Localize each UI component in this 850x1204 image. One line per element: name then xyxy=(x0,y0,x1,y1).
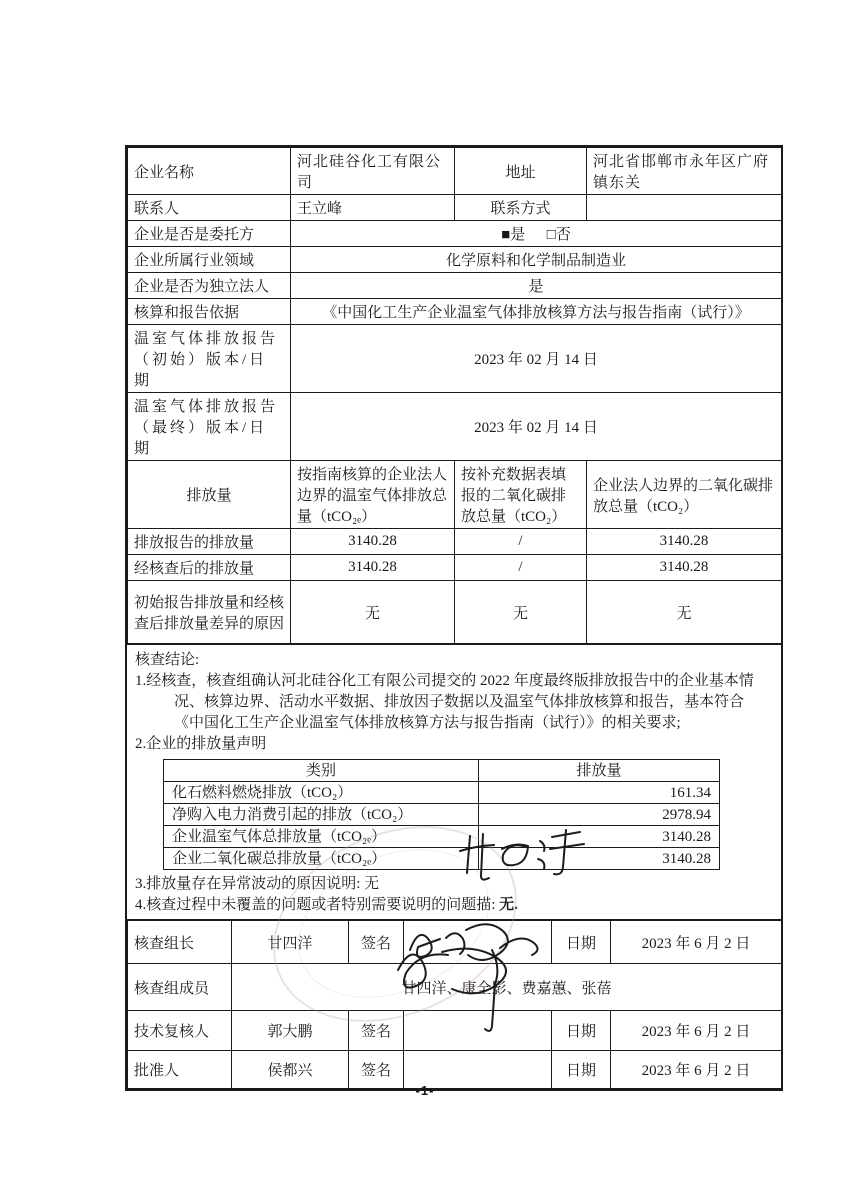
table-row xyxy=(128,325,782,393)
table-row xyxy=(128,299,782,325)
emissions-col-boundary: 企业法人边界的二氧化碳排放总量（tCO₂） xyxy=(587,461,782,529)
conclusion-item-4-answer: 无. xyxy=(499,897,518,913)
conclusion-item-1: 1.经核查，核查组确认河北硅谷化工有限公司提交的 2022 年度最终版排放报告中的企业基本情况、核算边界、活动水平数据、排放因子数据以及温室气体排放核算和报告，基本符合《中国化工生产企业温室气体排放核算方法与报告指南（试行）》的相关要求; xyxy=(135,673,754,731)
declaration-header-row xyxy=(164,760,720,782)
technical-reviewer-signature-cell xyxy=(404,1011,552,1051)
difference-reason-v2: 无 xyxy=(455,581,587,644)
total-co2-value: 3140.28 xyxy=(479,848,720,870)
total-co2-label: 企业二氧化碳总排放量（tCO₂ₑ） xyxy=(164,848,479,870)
verification-report-table xyxy=(125,145,783,1091)
verified-emissions-v1: 3140.28 xyxy=(291,555,455,581)
team-leader-name: 甘四洋 xyxy=(232,921,349,964)
industry-value: 化学原料和化学制品制造业 xyxy=(291,247,782,273)
technical-reviewer-sign-label: 签名 xyxy=(349,1011,404,1051)
difference-reason-v3: 无 xyxy=(587,581,782,644)
table-row xyxy=(128,555,782,581)
technical-reviewer-row xyxy=(128,1011,782,1051)
page-number: -1- xyxy=(415,1083,435,1098)
independent-entity-label: 企业是否为独立法人 xyxy=(128,273,291,299)
team-members-role: 核查组成员 xyxy=(128,964,232,1011)
conclusion-item-3: 3.排放量存在异常波动的原因说明: 无 xyxy=(135,876,380,892)
team-leader-sign-label: 签名 xyxy=(349,921,404,964)
checkbox-yes-filled-icon: ■ xyxy=(501,227,511,243)
address-value: 河北省邯郸市永年区广府镇东关 xyxy=(587,148,782,195)
initial-report-value: 2023 年 02 月 14 日 xyxy=(291,325,782,393)
team-leader-row xyxy=(128,921,782,964)
team-members-names: 甘四洋、康全影、费嘉蕙、张蓓 xyxy=(232,964,782,1011)
reported-emissions-label: 排放报告的排放量 xyxy=(128,529,291,555)
reported-emissions-v3: 3140.28 xyxy=(587,529,782,555)
team-leader-date-label: 日期 xyxy=(552,921,611,964)
difference-reason-v1: 无 xyxy=(291,581,455,644)
initial-report-label: 温室气体排放报告（初始）版本/日期 xyxy=(128,325,291,393)
table-row xyxy=(128,273,782,299)
team-leader-signature-cell xyxy=(404,921,552,964)
contact-value: 王立峰 xyxy=(291,195,455,221)
final-report-label: 温室气体排放报告（最终）版本/日期 xyxy=(128,393,291,461)
table-row xyxy=(128,393,782,461)
verification-conclusion-section xyxy=(127,644,781,920)
technical-reviewer-date: 2023 年 6 月 2 日 xyxy=(611,1011,782,1051)
is-client-value xyxy=(291,221,782,247)
checkbox-yes-label: 是 xyxy=(510,227,526,243)
final-report-value: 2023 年 02 月 14 日 xyxy=(291,393,782,461)
verified-emissions-v2: / xyxy=(455,555,587,581)
independent-entity-value: 是 xyxy=(291,273,782,299)
technical-reviewer-date-label: 日期 xyxy=(552,1011,611,1051)
electricity-label: 净购入电力消费引起的排放（tCO₂） xyxy=(164,804,479,826)
table-row xyxy=(128,247,782,273)
contact-method-value xyxy=(587,195,782,221)
table-row xyxy=(164,848,720,870)
approver-date: 2023 年 6 月 2 日 xyxy=(611,1051,782,1089)
team-members-row xyxy=(128,964,782,1011)
table-row xyxy=(128,221,782,247)
difference-reason-label: 初始报告排放量和经核查后排放量差异的原因 xyxy=(128,581,291,644)
checkbox-no-label: 否 xyxy=(555,227,571,243)
table-row xyxy=(164,782,720,804)
table-row xyxy=(164,804,720,826)
verified-emissions-v3: 3140.28 xyxy=(587,555,782,581)
approver-sign-label: 签名 xyxy=(349,1051,404,1089)
contact-method-label: 联系方式 xyxy=(455,195,587,221)
info-emissions-table xyxy=(127,147,782,644)
signoff-table xyxy=(127,920,782,1089)
technical-reviewer-role: 技术复核人 xyxy=(128,1011,232,1051)
technical-reviewer-name: 郭大鹏 xyxy=(232,1011,349,1051)
reported-emissions-v1: 3140.28 xyxy=(291,529,455,555)
emissions-header-row xyxy=(128,461,782,529)
electricity-value: 2978.94 xyxy=(479,804,720,826)
approver-name: 侯都兴 xyxy=(232,1051,349,1089)
emissions-label: 排放量 xyxy=(128,461,291,529)
team-leader-date: 2023 年 6 月 2 日 xyxy=(611,921,782,964)
emissions-col-supplement: 按补充数据表填报的二氧化碳排放总量（tCO₂） xyxy=(455,461,587,529)
emission-declaration-table xyxy=(163,759,719,870)
conclusion-item-4 xyxy=(135,895,773,916)
industry-label: 企业所属行业领域 xyxy=(128,247,291,273)
declaration-col-amount: 排放量 xyxy=(479,760,720,782)
verified-emissions-label: 经核查后的排放量 xyxy=(128,555,291,581)
emissions-col-guideline: 按指南核算的企业法人边界的温室气体排放总量（tCO₂ₑ） xyxy=(291,461,455,529)
total-ghg-value: 3140.28 xyxy=(479,826,720,848)
table-row xyxy=(164,826,720,848)
company-name-value: 河北硅谷化工有限公司 xyxy=(291,148,455,195)
contact-label: 联系人 xyxy=(128,195,291,221)
reported-emissions-v2: / xyxy=(455,529,587,555)
conclusion-item-4-text: 4.核查过程中未覆盖的问题或者特别需要说明的问题描: xyxy=(135,897,500,913)
fossil-fuel-label: 化石燃料燃烧排放（tCO₂） xyxy=(164,782,479,804)
company-name-label: 企业名称 xyxy=(128,148,291,195)
conclusion-title: 核查结论: xyxy=(135,652,200,668)
report-basis-label: 核算和报告依据 xyxy=(128,299,291,325)
team-leader-role: 核查组长 xyxy=(128,921,232,964)
is-client-label: 企业是否是委托方 xyxy=(128,221,291,247)
checkbox-no-empty-icon: □ xyxy=(546,227,556,243)
approver-date-label: 日期 xyxy=(552,1051,611,1089)
table-row xyxy=(128,148,782,195)
declaration-col-category: 类别 xyxy=(164,760,479,782)
address-label: 地址 xyxy=(455,148,587,195)
fossil-fuel-value: 161.34 xyxy=(479,782,720,804)
approver-role: 批准人 xyxy=(128,1051,232,1089)
total-ghg-label: 企业温室气体总排放量（tCO₂ₑ） xyxy=(164,826,479,848)
table-row xyxy=(128,195,782,221)
table-row xyxy=(128,581,782,644)
conclusion-item-2: 2.企业的排放量声明 xyxy=(135,736,267,752)
report-basis-value: 《中国化工生产企业温室气体排放核算方法与报告指南（试行）》 xyxy=(291,299,782,325)
table-row xyxy=(128,529,782,555)
